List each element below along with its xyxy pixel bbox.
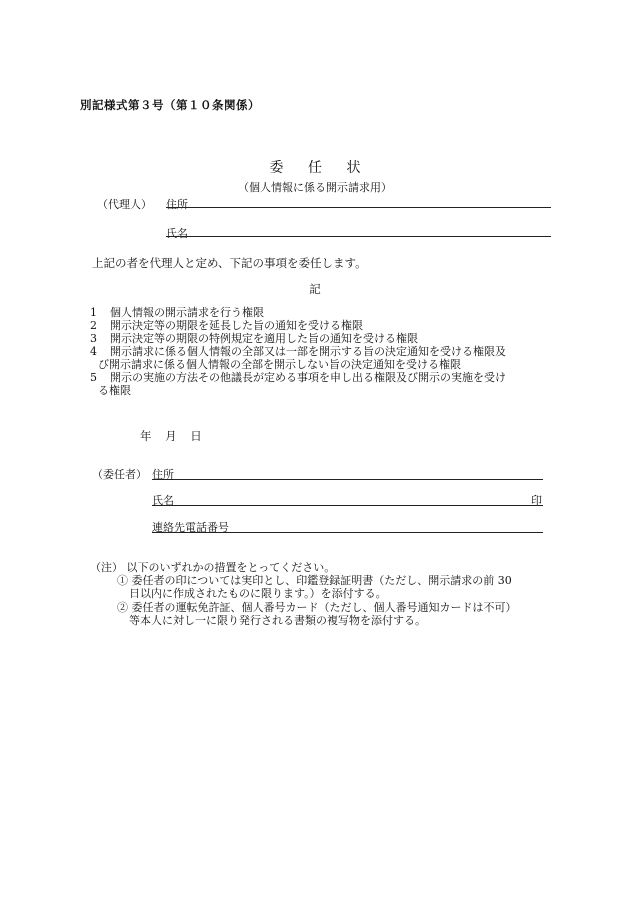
intro-text: 上記の者を代理人と定め、下記の事項を委任します。 bbox=[92, 256, 367, 270]
principal-name-field[interactable] bbox=[152, 505, 543, 506]
list-item: 4 開示請求に係る個人情報の全部又は一部を開示する旨の決定通知を受ける権限及 bbox=[90, 345, 506, 358]
document-subtitle: （個人情報に係る開示請求用） bbox=[238, 181, 392, 194]
agent-address-label: 住所 bbox=[166, 198, 188, 211]
note-1-line-1: ① 委任者の印については実印とし、印鑑登録証明書（ただし、開示請求の前 30 bbox=[117, 574, 512, 587]
form-number: 別記様式第３号（第１０条関係） bbox=[80, 98, 260, 112]
note-2-line-2: 等本人に対し一に限り発行される書類の複写物を添付する。 bbox=[129, 614, 426, 627]
principal-address-field[interactable] bbox=[152, 479, 543, 480]
principal-address-label: 住所 bbox=[152, 468, 174, 481]
principal-role-label: （委任者） bbox=[92, 468, 147, 481]
agent-role-label: （代理人） bbox=[97, 198, 152, 211]
principal-phone-label: 連絡先電話番号 bbox=[152, 521, 229, 534]
seal-mark: 印 bbox=[531, 494, 542, 507]
delegated-items-list bbox=[88, 306, 558, 397]
note-1-line-2: 日以内に作成されたものに限ります。）を添付する。 bbox=[129, 587, 387, 600]
list-item-continuation: る権限 bbox=[98, 384, 131, 397]
notes-header: （注） 以下のいずれかの措置をとってください。 bbox=[90, 561, 336, 574]
principal-name-label: 氏名 bbox=[152, 494, 174, 507]
list-item: 5 開示の実施の方法その他議長が定める事項を申し出る権限及び開示の実施を受け bbox=[90, 371, 506, 384]
agent-name-field[interactable] bbox=[166, 236, 551, 237]
ki-heading: 記 bbox=[309, 282, 321, 296]
principal-phone-field[interactable] bbox=[152, 532, 543, 533]
agent-name-label: 氏名 bbox=[166, 227, 188, 240]
agent-address-field[interactable] bbox=[166, 207, 551, 208]
note-2-line-1: ② 委任者の運転免許証、個人番号カード（ただし、個人番号通知カードは不可） bbox=[117, 601, 517, 614]
list-item: 1 個人情報の開示請求を行う権限 bbox=[90, 306, 264, 319]
date-line[interactable]: 年 月 日 bbox=[140, 429, 202, 443]
document-title: 委 任 状 bbox=[269, 160, 371, 176]
list-item: 3 開示決定等の期限の特例規定を適用した旨の通知を受ける権限 bbox=[90, 332, 418, 345]
list-item-continuation: び開示請求に係る個人情報の全部を開示しない旨の決定通知を受ける権限 bbox=[98, 358, 461, 371]
list-item: 2 開示決定等の期限を延長した旨の通知を受ける権限 bbox=[90, 319, 363, 332]
